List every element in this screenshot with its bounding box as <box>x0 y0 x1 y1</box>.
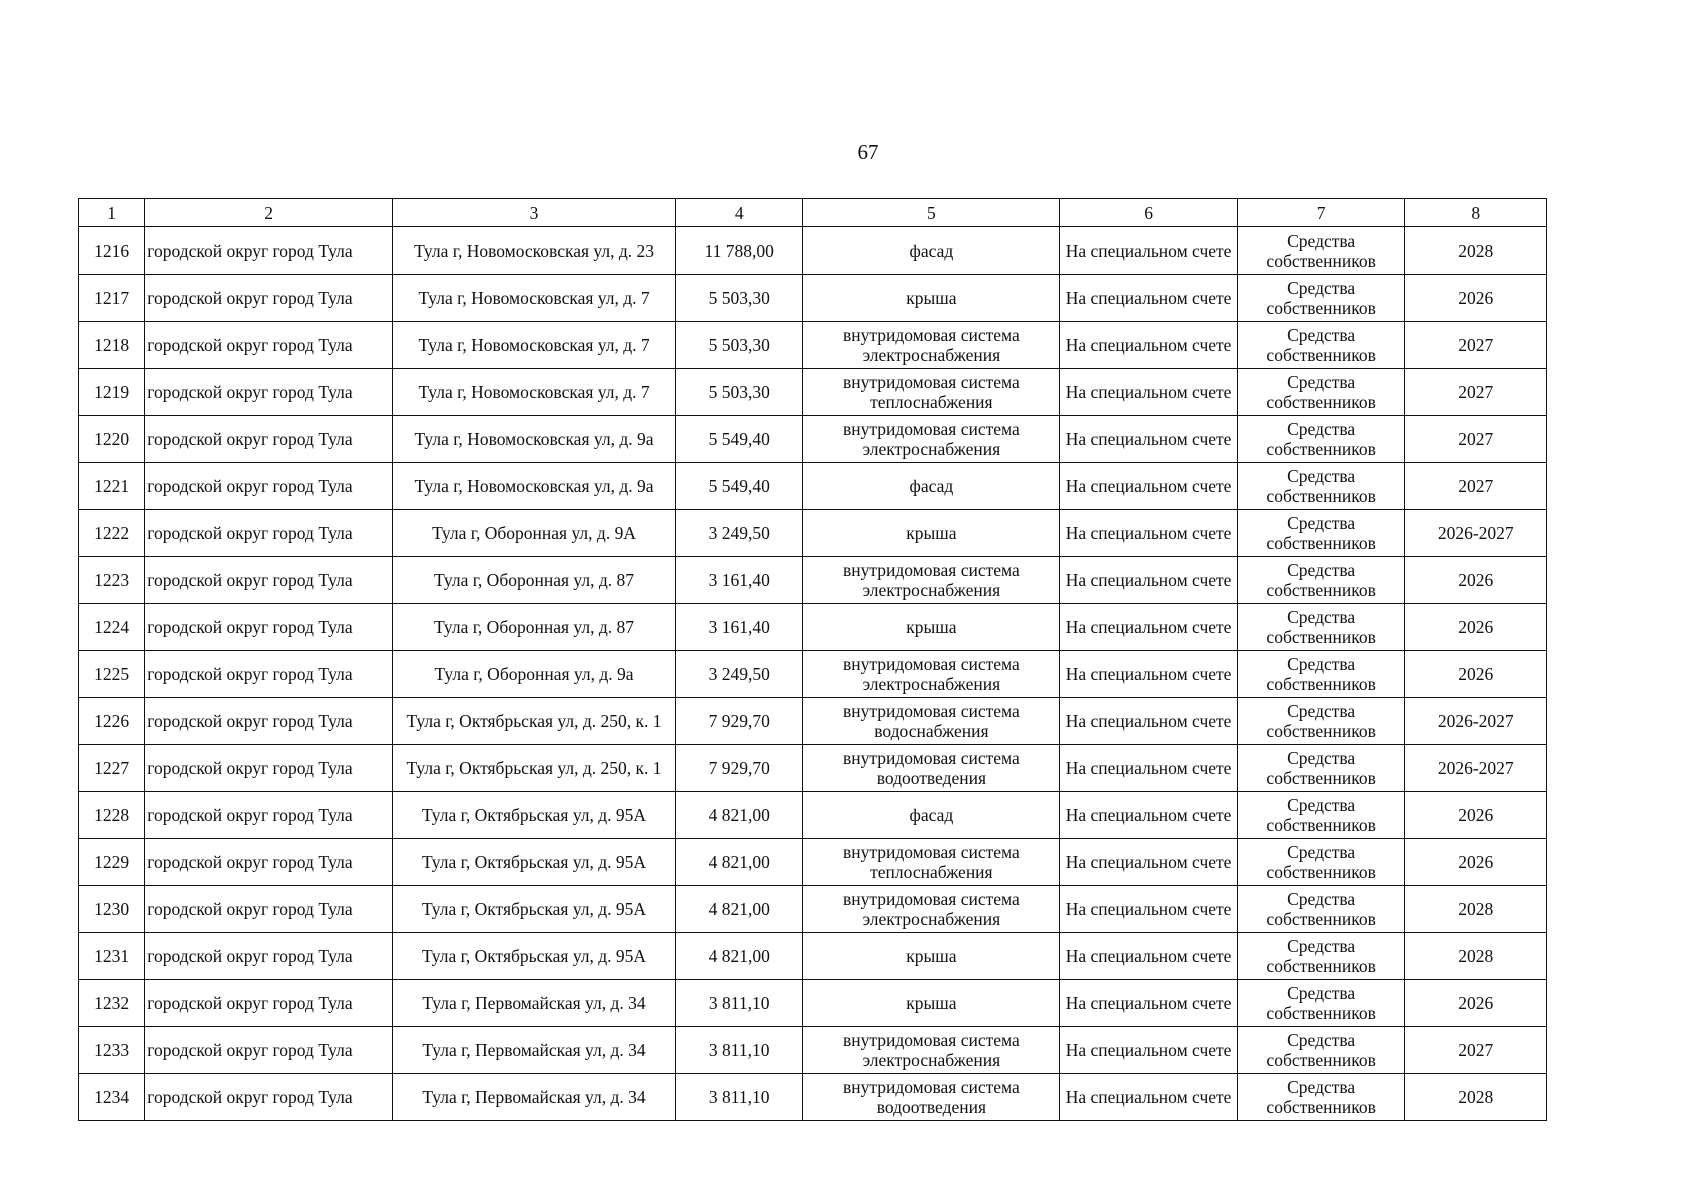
fund-method-cell: На специальном счете <box>1060 416 1238 463</box>
column-number-header: 2 <box>145 199 393 227</box>
funding-source-cell: Средства собственников <box>1237 839 1405 886</box>
funding-source-cell: Средства собственников <box>1237 651 1405 698</box>
planned-period-cell: 2026 <box>1405 792 1547 839</box>
row-number-cell: 1216 <box>79 227 145 275</box>
table-row <box>79 227 1547 275</box>
address-cell: Тула г, Новомосковская ул, д. 7 <box>393 369 676 416</box>
municipality-cell: городской округ город Тула <box>145 510 393 557</box>
address-cell: Тула г, Октябрьская ул, д. 250, к. 1 <box>393 698 676 745</box>
row-number-cell: 1232 <box>79 980 145 1027</box>
row-number-cell: 1223 <box>79 557 145 604</box>
table-row <box>79 1074 1547 1121</box>
table-row <box>79 416 1547 463</box>
work-type-cell: крыша <box>803 275 1060 322</box>
table-row <box>79 980 1547 1027</box>
work-type-cell: крыша <box>803 933 1060 980</box>
funding-source-cell: Средства собственников <box>1237 792 1405 839</box>
table-row <box>79 792 1547 839</box>
area-cell: 3 811,10 <box>676 1027 803 1074</box>
fund-method-cell: На специальном счете <box>1060 510 1238 557</box>
work-type-cell: крыша <box>803 510 1060 557</box>
area-cell: 7 929,70 <box>676 698 803 745</box>
municipality-cell: городской округ город Тула <box>145 604 393 651</box>
fund-method-cell: На специальном счете <box>1060 557 1238 604</box>
address-cell: Тула г, Октябрьская ул, д. 95А <box>393 886 676 933</box>
fund-method-cell: На специальном счете <box>1060 1074 1238 1121</box>
fund-method-cell: На специальном счете <box>1060 839 1238 886</box>
planned-period-cell: 2026 <box>1405 839 1547 886</box>
funding-source-cell: Средства собственников <box>1237 275 1405 322</box>
municipality-cell: городской округ город Тула <box>145 322 393 369</box>
work-type-cell: внутридомовая система электроснабжения <box>803 322 1060 369</box>
table-row <box>79 698 1547 745</box>
fund-method-cell: На специальном счете <box>1060 933 1238 980</box>
work-type-cell: крыша <box>803 980 1060 1027</box>
funding-source-cell: Средства собственников <box>1237 227 1405 275</box>
header-row <box>79 199 1547 227</box>
column-number-header: 7 <box>1237 199 1405 227</box>
row-number-cell: 1217 <box>79 275 145 322</box>
municipality-cell: городской округ город Тула <box>145 1027 393 1074</box>
funding-source-cell: Средства собственников <box>1237 933 1405 980</box>
municipality-cell: городской округ город Тула <box>145 792 393 839</box>
funding-source-cell: Средства собственников <box>1237 1074 1405 1121</box>
area-cell: 5 503,30 <box>676 275 803 322</box>
row-number-cell: 1222 <box>79 510 145 557</box>
area-cell: 4 821,00 <box>676 792 803 839</box>
funding-source-cell: Средства собственников <box>1237 322 1405 369</box>
row-number-cell: 1221 <box>79 463 145 510</box>
municipality-cell: городской округ город Тула <box>145 839 393 886</box>
area-cell: 5 503,30 <box>676 322 803 369</box>
municipality-cell: городской округ город Тула <box>145 886 393 933</box>
fund-method-cell: На специальном счете <box>1060 275 1238 322</box>
municipality-cell: городской округ город Тула <box>145 227 393 275</box>
funding-source-cell: Средства собственников <box>1237 980 1405 1027</box>
page-number: 67 <box>857 140 879 164</box>
funding-source-cell: Средства собственников <box>1237 745 1405 792</box>
municipality-cell: городской округ город Тула <box>145 275 393 322</box>
row-number-cell: 1219 <box>79 369 145 416</box>
address-cell: Тула г, Новомосковская ул, д. 9а <box>393 416 676 463</box>
funding-source-cell: Средства собственников <box>1237 557 1405 604</box>
work-type-cell: внутридомовая система водоотведения <box>803 1074 1060 1121</box>
area-cell: 5 549,40 <box>676 463 803 510</box>
table-row <box>79 557 1547 604</box>
table-body <box>79 227 1547 1121</box>
row-number-cell: 1234 <box>79 1074 145 1121</box>
work-type-cell: внутридомовая система электроснабжения <box>803 416 1060 463</box>
funding-source-cell: Средства собственников <box>1237 604 1405 651</box>
municipality-cell: городской округ город Тула <box>145 557 393 604</box>
funding-source-cell: Средства собственников <box>1237 369 1405 416</box>
planned-period-cell: 2028 <box>1405 227 1547 275</box>
planned-period-cell: 2027 <box>1405 1027 1547 1074</box>
row-number-cell: 1218 <box>79 322 145 369</box>
area-cell: 3 161,40 <box>676 604 803 651</box>
municipality-cell: городской округ город Тула <box>145 651 393 698</box>
fund-method-cell: На специальном счете <box>1060 651 1238 698</box>
funding-source-cell: Средства собственников <box>1237 1027 1405 1074</box>
planned-period-cell: 2027 <box>1405 322 1547 369</box>
municipality-cell: городской округ город Тула <box>145 463 393 510</box>
work-type-cell: внутридомовая система теплоснабжения <box>803 839 1060 886</box>
work-type-cell: внутридомовая система водоснабжения <box>803 698 1060 745</box>
area-cell: 3 249,50 <box>676 651 803 698</box>
row-number-cell: 1228 <box>79 792 145 839</box>
fund-method-cell: На специальном счете <box>1060 886 1238 933</box>
funding-source-cell: Средства собственников <box>1237 463 1405 510</box>
work-type-cell: внутридомовая система электроснабжения <box>803 1027 1060 1074</box>
area-cell: 11 788,00 <box>676 227 803 275</box>
address-cell: Тула г, Октябрьская ул, д. 250, к. 1 <box>393 745 676 792</box>
row-number-cell: 1231 <box>79 933 145 980</box>
work-type-cell: внутридомовая система теплоснабжения <box>803 369 1060 416</box>
work-type-cell: внутридомовая система водоотведения <box>803 745 1060 792</box>
address-cell: Тула г, Первомайская ул, д. 34 <box>393 980 676 1027</box>
row-number-cell: 1227 <box>79 745 145 792</box>
planned-period-cell: 2026 <box>1405 980 1547 1027</box>
table-row <box>79 886 1547 933</box>
area-cell: 3 161,40 <box>676 557 803 604</box>
address-cell: Тула г, Октябрьская ул, д. 95А <box>393 839 676 886</box>
fund-method-cell: На специальном счете <box>1060 604 1238 651</box>
municipality-cell: городской округ город Тула <box>145 1074 393 1121</box>
work-type-cell: внутридомовая система электроснабжения <box>803 886 1060 933</box>
table-row <box>79 1027 1547 1074</box>
address-cell: Тула г, Новомосковская ул, д. 7 <box>393 322 676 369</box>
column-number-header: 1 <box>79 199 145 227</box>
funding-source-cell: Средства собственников <box>1237 698 1405 745</box>
planned-period-cell: 2026 <box>1405 275 1547 322</box>
row-number-cell: 1229 <box>79 839 145 886</box>
table-row <box>79 322 1547 369</box>
address-cell: Тула г, Октябрьская ул, д. 95А <box>393 792 676 839</box>
municipality-cell: городской округ город Тула <box>145 698 393 745</box>
planned-period-cell: 2027 <box>1405 416 1547 463</box>
municipality-cell: городской округ город Тула <box>145 416 393 463</box>
address-cell: Тула г, Оборонная ул, д. 9а <box>393 651 676 698</box>
fund-method-cell: На специальном счете <box>1060 369 1238 416</box>
area-cell: 3 811,10 <box>676 980 803 1027</box>
area-cell: 4 821,00 <box>676 839 803 886</box>
area-cell: 7 929,70 <box>676 745 803 792</box>
fund-method-cell: На специальном счете <box>1060 698 1238 745</box>
table-row <box>79 651 1547 698</box>
column-number-header: 8 <box>1405 199 1547 227</box>
column-number-header: 3 <box>393 199 676 227</box>
fund-method-cell: На специальном счете <box>1060 227 1238 275</box>
work-type-cell: фасад <box>803 792 1060 839</box>
address-cell: Тула г, Оборонная ул, д. 9А <box>393 510 676 557</box>
funding-source-cell: Средства собственников <box>1237 416 1405 463</box>
table-row <box>79 933 1547 980</box>
area-cell: 3 811,10 <box>676 1074 803 1121</box>
work-type-cell: фасад <box>803 463 1060 510</box>
address-cell: Тула г, Новомосковская ул, д. 7 <box>393 275 676 322</box>
planned-period-cell: 2028 <box>1405 886 1547 933</box>
work-type-cell: крыша <box>803 604 1060 651</box>
municipality-cell: городской округ город Тула <box>145 745 393 792</box>
area-cell: 5 503,30 <box>676 369 803 416</box>
planned-period-cell: 2027 <box>1405 463 1547 510</box>
table-header <box>79 199 1547 227</box>
planned-period-cell: 2026-2027 <box>1405 745 1547 792</box>
fund-method-cell: На специальном счете <box>1060 463 1238 510</box>
row-number-cell: 1220 <box>79 416 145 463</box>
planned-period-cell: 2026 <box>1405 651 1547 698</box>
funding-source-cell: Средства собственников <box>1237 510 1405 557</box>
table-row <box>79 745 1547 792</box>
planned-period-cell: 2026-2027 <box>1405 510 1547 557</box>
address-cell: Тула г, Октябрьская ул, д. 95А <box>393 933 676 980</box>
column-number-header: 4 <box>676 199 803 227</box>
address-cell: Тула г, Оборонная ул, д. 87 <box>393 604 676 651</box>
address-cell: Тула г, Новомосковская ул, д. 23 <box>393 227 676 275</box>
municipality-cell: городской округ город Тула <box>145 369 393 416</box>
area-cell: 3 249,50 <box>676 510 803 557</box>
funding-source-cell: Средства собственников <box>1237 886 1405 933</box>
municipality-cell: городской округ город Тула <box>145 933 393 980</box>
address-cell: Тула г, Оборонная ул, д. 87 <box>393 557 676 604</box>
planned-period-cell: 2027 <box>1405 369 1547 416</box>
fund-method-cell: На специальном счете <box>1060 980 1238 1027</box>
column-number-header: 5 <box>803 199 1060 227</box>
table-row <box>79 604 1547 651</box>
area-cell: 4 821,00 <box>676 886 803 933</box>
row-number-cell: 1224 <box>79 604 145 651</box>
planned-period-cell: 2026 <box>1405 557 1547 604</box>
row-number-cell: 1226 <box>79 698 145 745</box>
fund-method-cell: На специальном счете <box>1060 1027 1238 1074</box>
address-cell: Тула г, Первомайская ул, д. 34 <box>393 1074 676 1121</box>
table-row <box>79 275 1547 322</box>
register-table <box>78 198 1547 1121</box>
row-number-cell: 1225 <box>79 651 145 698</box>
column-number-header: 6 <box>1060 199 1238 227</box>
table-row <box>79 463 1547 510</box>
planned-period-cell: 2026-2027 <box>1405 698 1547 745</box>
address-cell: Тула г, Новомосковская ул, д. 9а <box>393 463 676 510</box>
municipality-cell: городской округ город Тула <box>145 980 393 1027</box>
row-number-cell: 1230 <box>79 886 145 933</box>
table-row <box>79 510 1547 557</box>
planned-period-cell: 2026 <box>1405 604 1547 651</box>
row-number-cell: 1233 <box>79 1027 145 1074</box>
fund-method-cell: На специальном счете <box>1060 322 1238 369</box>
address-cell: Тула г, Первомайская ул, д. 34 <box>393 1027 676 1074</box>
work-type-cell: фасад <box>803 227 1060 275</box>
planned-period-cell: 2028 <box>1405 933 1547 980</box>
planned-period-cell: 2028 <box>1405 1074 1547 1121</box>
area-cell: 4 821,00 <box>676 933 803 980</box>
fund-method-cell: На специальном счете <box>1060 792 1238 839</box>
area-cell: 5 549,40 <box>676 416 803 463</box>
work-type-cell: внутридомовая система электроснабжения <box>803 651 1060 698</box>
table-row <box>79 369 1547 416</box>
table-row <box>79 839 1547 886</box>
work-type-cell: внутридомовая система электроснабжения <box>803 557 1060 604</box>
fund-method-cell: На специальном счете <box>1060 745 1238 792</box>
